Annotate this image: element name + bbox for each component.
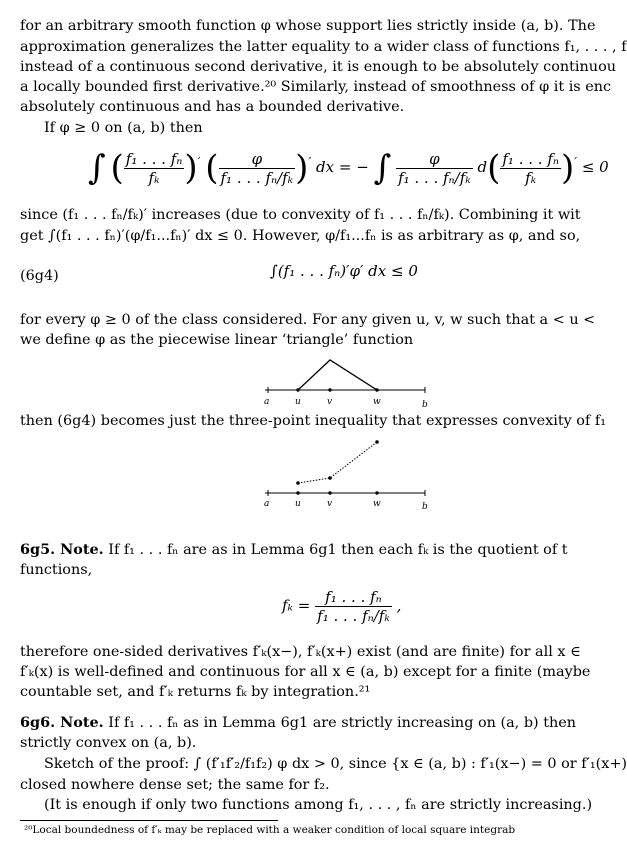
note-text: If f₁ . . . fₙ as in Lemma 6g1 are strictly increasing on (a, b) then [103,715,577,731]
dotted-path [298,442,377,483]
equation-fk [282,588,401,625]
equation-text: ≤ 0 [581,158,609,176]
three-point-figure [260,436,460,512]
equation-text: , [396,596,402,615]
text-line: approximation generalizes the latter equality to a wider class of functions f₁, . . . , f [20,39,627,55]
note-heading: 6g5. Note. [20,541,104,558]
text-line: strictly convex on (a, b). [20,735,197,751]
text-line: therefore one-sided derivatives f′ₖ(x−), f′ₖ(x+) exist (and are finite) for all x ∈ [20,644,581,660]
paper-page [20,0,627,842]
text-line: for every φ ≥ 0 of the class considered. For any given u, v, w such that a < u < [20,312,596,328]
point-upper-u [296,481,300,485]
label-w: w [373,397,381,407]
text-line: since (f₁ . . . fₙ/fₖ)′ increases (due to convexity of f₁ . . . fₙ/fₖ). Combining it wit [20,207,581,223]
text-line: If φ ≥ 0 on (a, b) then [44,120,203,136]
fraction-numerator: φ [396,150,473,169]
note-6g6-line [20,713,576,733]
equation-text: dx = − [316,158,369,176]
equation-6g4: ∫(f₁ . . . fₙ)′φ′ dx ≤ 0 [270,262,418,280]
point-v [328,491,331,494]
label-a: a [264,499,270,509]
triangle-line [298,360,377,390]
point-u [296,491,299,494]
text-line: get ∫(f₁ . . . fₙ)′(φ/f₁...fₙ)′ dx ≤ 0. However, φ/f₁...fₙ is as arbitrary as φ, and so, [20,228,581,244]
footnote: ²⁰Local boundedness of f′ₖ may be replaced with a weaker condition of local square integrab [24,824,516,836]
text-line: we define φ as the piecewise linear ‘triangle’ function [20,332,414,348]
note-text: If f₁ . . . fₙ are as in Lemma 6g1 then each fₖ is the quotient of t [103,542,568,558]
text-line: absolutely continuous and has a bounded derivative. [20,99,405,115]
fraction-denominator: fₖ [525,168,537,187]
fraction-numerator: f₁ . . . fₙ [125,149,183,168]
label-u: u [295,397,301,407]
note-6g5-line [20,540,568,560]
text-line: functions, [20,562,93,578]
text-line: a locally bounded first derivative.²⁰ Similarly, instead of smoothness of φ it is enc [20,79,612,95]
text-line: instead of a continuous second derivative, it is enough to be absolutely continuou [20,59,617,75]
text-line: f′ₖ(x) is well-defined and continuous for all x ∈ (a, b) except for a finite (maybe [20,664,591,680]
text-line: closed nowhere dense set; the same for f₂. [20,777,330,793]
note-heading: 6g6. Note. [20,714,104,731]
footnote-rule [20,820,278,821]
text-line: Sketch of the proof: ∫ (f′₁f′₂/f₁f₂) φ dx > 0, since {x ∈ (a, b) : f′₁(x−) = 0 or f′₁(x+) [44,756,627,772]
point-u [296,388,299,391]
fraction-numerator: φ [219,150,296,169]
triangle-function-figure [260,352,460,408]
fraction-denominator: f₁ . . . fₙ/fₖ [317,607,390,625]
text-line: (It is enough if only two functions among f₁, . . . , fₙ are strictly increasing.) [44,797,593,813]
label-w: w [373,499,381,509]
text-line: countable set, and f′ₖ returns fₖ by integration.²¹ [20,684,371,700]
fraction-denominator: fₖ [148,168,160,187]
label-u: u [295,499,301,509]
point-w [375,491,378,494]
label-b: b [422,502,428,512]
text-line: then (6g4) becomes just the three-point inequality that expresses convexity of f₁ [20,413,606,429]
fraction-denominator: f₁ . . . fₙ/fₖ [398,168,471,187]
label-a: a [264,397,270,407]
point-v [328,388,331,391]
fraction-denominator: f₁ . . . fₙ/fₖ [220,168,294,187]
equation-integral-1: ∫ ( $\frac{\text{f₁ . . . fₙ}}{\text{fₖ}}$ )′ ( $\frac{\varphi}{\text{f₁ . . . fₙ/fₖ}}$ )′ dx = − ∫ $\frac{\varphi}{\text{f₁ . . . fₙ/fₖ}}$ d( $\frac{\text{f₁ . . . fₙ}}{\text{fₖ}}$ )′ ≤ 0 [88,148,609,188]
fraction-numerator: f₁ . . . fₙ [502,149,559,168]
fraction-numerator: f₁ . . . fₙ [315,588,392,607]
point-upper-w [375,440,379,444]
equation-text: d [477,158,488,176]
label-b: b [422,400,428,410]
text-line: for an arbitrary smooth function φ whose support lies strictly inside (a, b). The [20,18,596,34]
point-w [375,388,378,391]
equation-label: (6g4) [20,268,59,284]
point-upper-v [328,476,332,480]
label-v: v [327,397,333,407]
label-v: v [327,499,333,509]
equation-text: fₖ = [282,596,311,615]
